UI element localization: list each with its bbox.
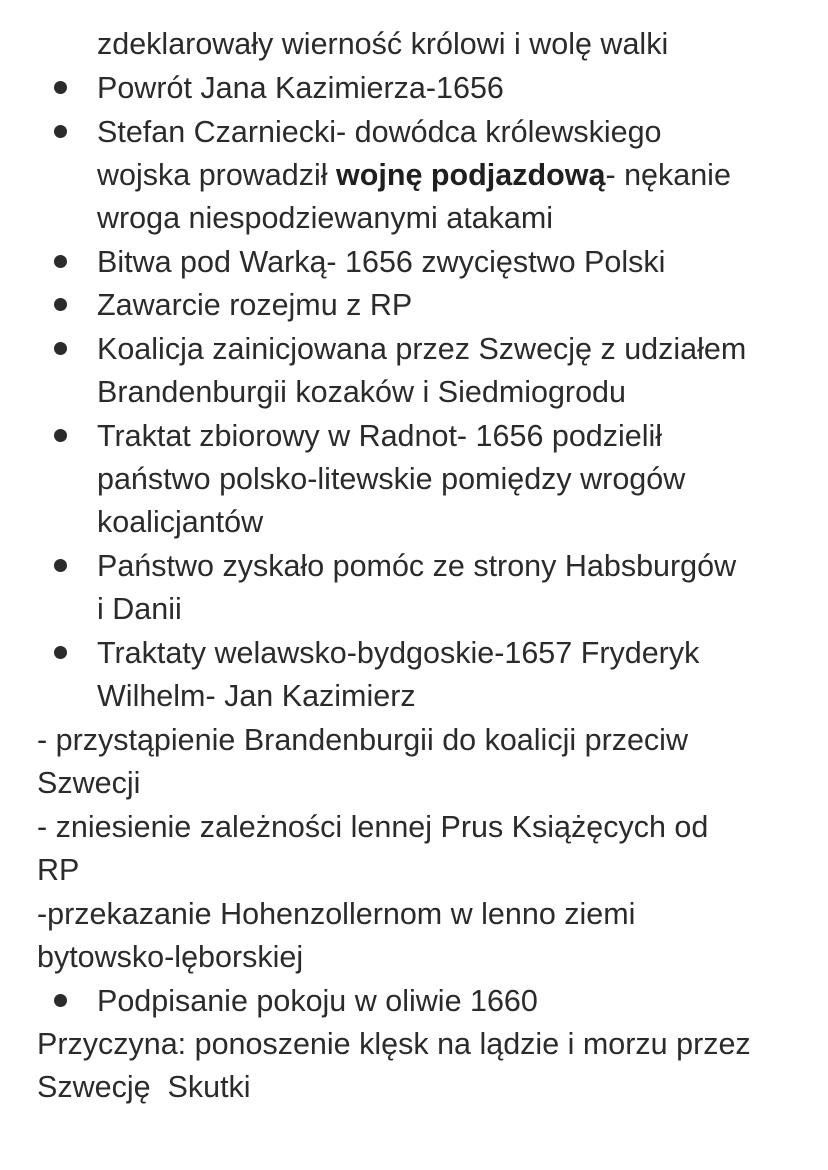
text-line: Szwecji — [37, 766, 141, 800]
list-item-text — [97, 153, 731, 197]
bullet-dot-icon — [54, 429, 67, 442]
list-item-text: państwo polsko-litewskie pomiędzy wrogów — [97, 462, 686, 496]
bullet-dot-icon — [54, 559, 67, 572]
list-item-text: wroga niespodziewanymi atakami — [97, 201, 554, 235]
list-item-text: Traktaty welawsko-bydgoskie-1657 Fryderyk — [97, 636, 700, 670]
bullet-dot-icon — [54, 994, 67, 1007]
list-item-text: koalicjantów — [97, 505, 264, 539]
list-item-text: Zawarcie rozejmu z RP — [97, 288, 413, 322]
bullet-dot-icon — [54, 125, 67, 138]
bullet-dot-icon — [54, 298, 67, 311]
text-segment: wojska prowadził — [97, 158, 337, 192]
list-item-text: Bitwa pod Warką- 1656 zwycięstwo Polski — [97, 245, 666, 279]
text-line: - zniesienie zależności lennej Prus Książęcych od — [37, 810, 709, 844]
text-line: RP — [37, 853, 80, 887]
text-line: Szwecję Skutki — [37, 1070, 251, 1104]
bold-term: wojnę podjazdową — [336, 158, 606, 192]
bullet-dot-icon — [54, 255, 67, 268]
list-item-text: Traktat zbiorowy w Radnot- 1656 podzielił — [97, 419, 663, 453]
text-line: - przystąpienie Brandenburgii do koalicji przeciw — [37, 723, 688, 757]
text-segment: - nękanie — [605, 158, 731, 192]
bullet-dot-icon — [54, 342, 67, 355]
list-item-text: Podpisanie pokoju w oliwie 1660 — [97, 984, 538, 1018]
list-item-text: i Danii — [97, 592, 182, 626]
text-line: Przyczyna: ponoszenie klęsk na lądzie i morzu przez — [37, 1027, 751, 1061]
list-item-text: Stefan Czarniecki- dowódca królewskiego — [97, 115, 662, 149]
text-line: -przekazanie Hohenzollernom w lenno ziemi — [37, 897, 636, 931]
list-item-text: Brandenburgii kozaków i Siedmiogrodu — [97, 375, 626, 409]
list-item-text: Koalicja zainicjowana przez Szwecję z udziałem — [97, 332, 747, 366]
list-item-text: Państwo zyskało pomóc ze strony Habsburgów — [97, 549, 737, 583]
text-line: bytowsko-lęborskiej — [37, 940, 304, 974]
list-item-text: Wilhelm- Jan Kazimierz — [97, 679, 416, 713]
list-item-text: Powrót Jana Kazimierza-1656 — [97, 71, 504, 105]
bullet-dot-icon — [54, 646, 67, 659]
bullet-dot-icon — [54, 81, 67, 94]
text-line: zdeklarowały wierność królowi i wolę walki — [97, 27, 669, 61]
